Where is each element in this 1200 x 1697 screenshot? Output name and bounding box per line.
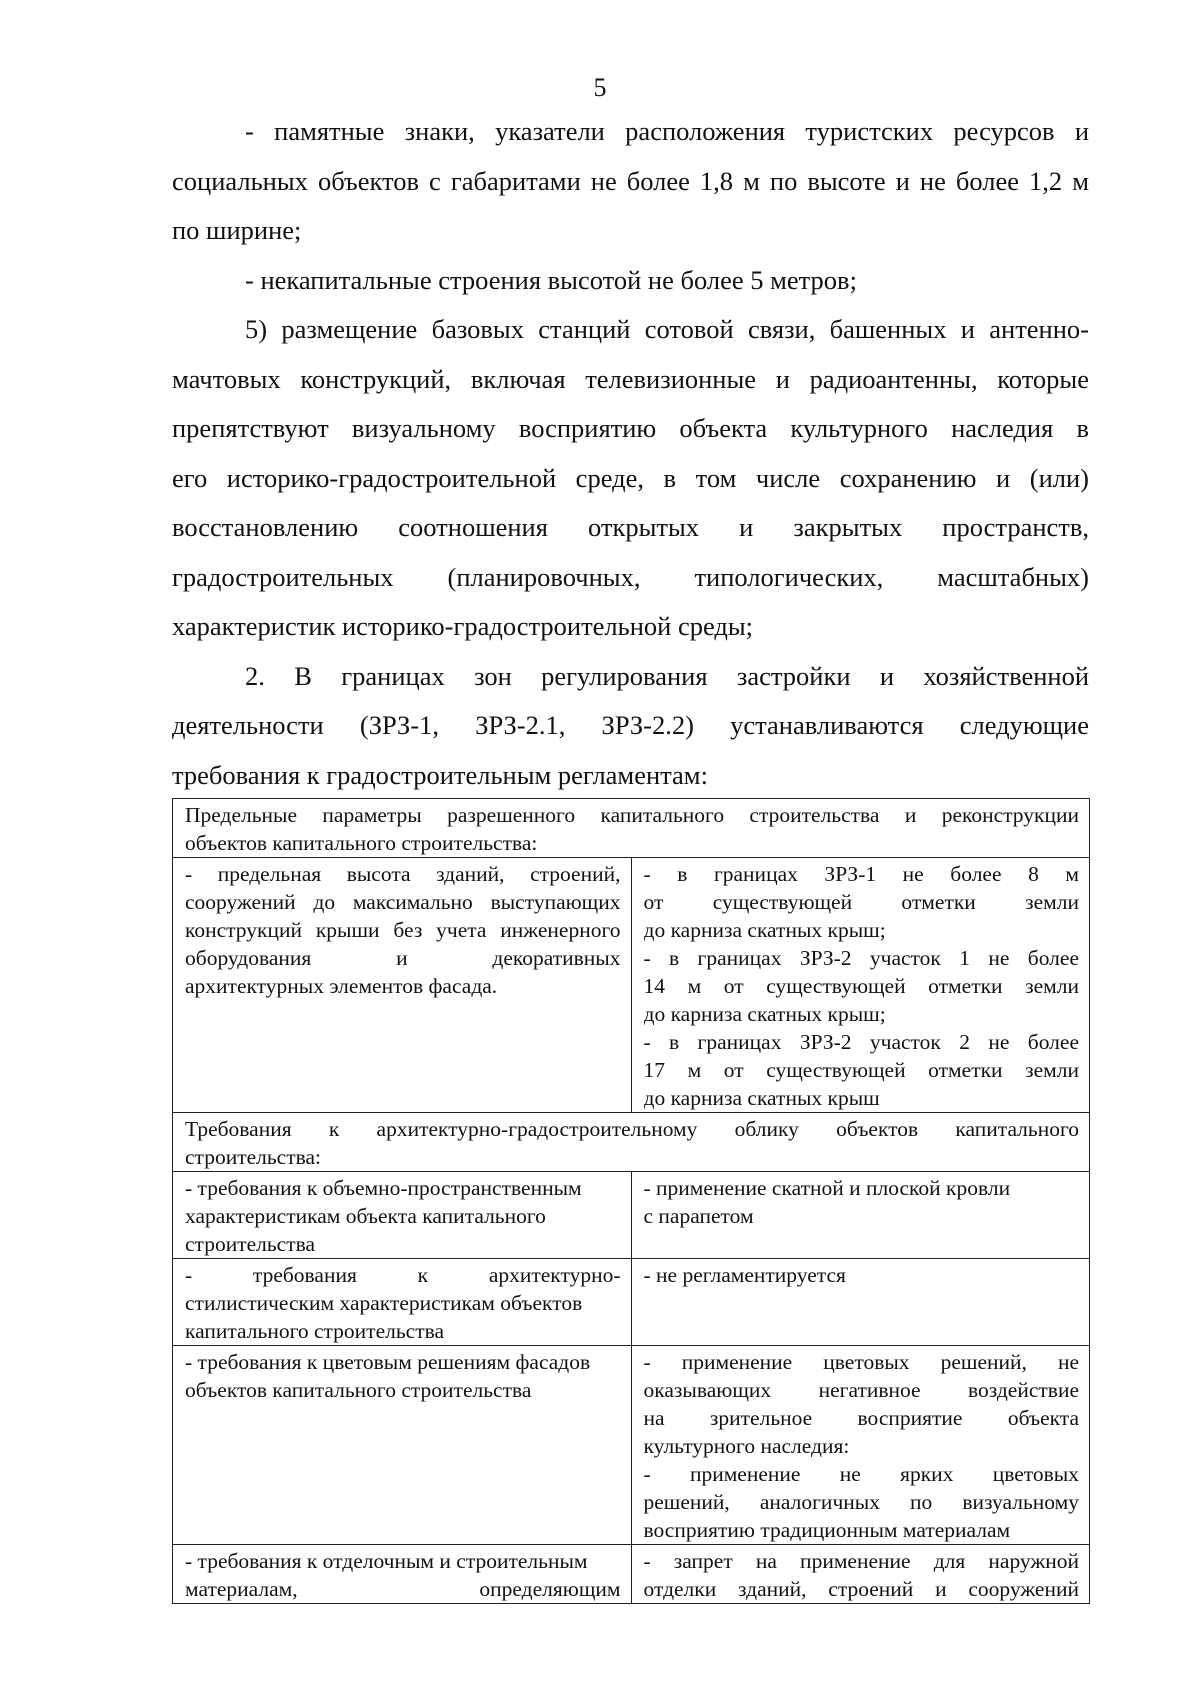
table-line: - в границах ЗРЗ-1 не более 8 м <box>643 862 1079 886</box>
table-line: Предельные параметры разрешенного капитального строительства и реконструкции <box>185 803 1079 827</box>
table-line: на зрительное восприятие объекта <box>643 1406 1079 1430</box>
body-text <box>172 107 1089 800</box>
table-cell-value <box>631 1346 1090 1545</box>
table-section-header <box>173 799 1090 858</box>
table-cell-requirement <box>173 1346 632 1545</box>
paragraph-line: мачтовых конструкций, включая телевизионные и радиоантенны, которые <box>172 363 1089 394</box>
table-line: с парапетом <box>643 1204 754 1228</box>
paragraph-line: его историко-градостроительной среде, в том числе сохранению и (или) <box>172 462 1089 493</box>
table-line: от существующей отметки земли <box>643 890 1079 914</box>
paragraph-line: препятствуют визуальному восприятию объекта культурного наследия в <box>172 413 1089 443</box>
paragraph-line: требования к градостроительным регламентам: <box>172 759 708 790</box>
table-line: объектов капитального строительства <box>185 1378 532 1402</box>
table-line: 17 м от существующей отметки земли <box>643 1058 1079 1082</box>
paragraph-line: по ширине; <box>172 215 302 245</box>
page-number: 5 <box>593 73 607 102</box>
table-line: 14 м от существующей отметки земли <box>643 974 1079 998</box>
table-line: конструкций крыши без учета инженерного <box>185 918 621 942</box>
table-row <box>173 1259 1090 1346</box>
table-line: культурного наследия: <box>643 1434 850 1458</box>
table-section-header <box>173 1113 1090 1172</box>
table-line: - применение цветовых решений, не <box>643 1350 1079 1374</box>
table-cell-requirement <box>173 858 632 1113</box>
table-line: оказывающих негативное воздействие <box>643 1378 1079 1402</box>
table-line: - в границах ЗРЗ-2 участок 1 не более <box>643 946 1079 970</box>
regulations-table <box>172 798 1090 1604</box>
table-line: отделки зданий, строений и сооружений <box>643 1577 1079 1601</box>
table-line: капитального строительства <box>185 1319 445 1343</box>
table-line: - требования к цветовым решениям фасадов <box>185 1350 591 1374</box>
table-section-header-row <box>173 799 1090 858</box>
table-line: строительства <box>185 1232 316 1256</box>
table-line: до карниза скатных крыш <box>643 1086 880 1110</box>
table-cell-value <box>631 1545 1090 1604</box>
table-cell-value <box>631 858 1090 1113</box>
table-line: решений, аналогичных по визуальному <box>643 1490 1079 1514</box>
table-cell-value <box>631 1172 1090 1259</box>
paragraph-line: социальных объектов с габаритами не более 1,8 м по высоте и не более 1,2 м <box>172 165 1089 196</box>
table-line: - не регламентируется <box>643 1263 846 1287</box>
table-line: строительства: <box>185 1145 322 1169</box>
table-line: сооружений до максимально выступающих <box>185 890 621 914</box>
table-line: - запрет на применение для наружной <box>643 1549 1079 1573</box>
table-line: - применение скатной и плоской кровли <box>643 1176 1011 1200</box>
table-line: - предельная высота зданий, строений, <box>185 862 621 886</box>
table-line: материалам, определяющим <box>185 1577 621 1601</box>
table-cell-requirement <box>173 1545 632 1604</box>
table-cell-requirement <box>173 1259 632 1346</box>
paragraph-line: - некапитальные строения высотой не более 5 метров; <box>245 264 857 295</box>
table-row <box>173 1346 1090 1545</box>
table-line: - применение не ярких цветовых <box>643 1462 1079 1486</box>
table-section-header-row <box>173 1113 1090 1172</box>
table-cell-value <box>631 1259 1090 1346</box>
paragraph-line: восстановлению соотношения открытых и закрытых пространств, <box>172 512 1089 542</box>
paragraph-line: характеристик историко-градостроительной среды; <box>172 611 754 641</box>
table-line: оборудования и декоративных <box>185 946 621 970</box>
table-row <box>173 858 1090 1113</box>
paragraph-line: 2. В границах зон регулирования застройки и хозяйственной <box>245 660 1089 691</box>
table-line: Требования к архитектурно-градостроительному облику объектов капитального <box>185 1117 1079 1141</box>
table-line: до карниза скатных крыш; <box>643 1002 886 1026</box>
paragraph-line: - памятные знаки, указатели расположения туристских ресурсов и <box>245 116 1089 146</box>
table-line: восприятию традиционным материалам <box>643 1518 1011 1542</box>
table-line: стилистическим характеристикам объектов <box>185 1291 583 1315</box>
table-line: архитектурных элементов фасада. <box>185 974 498 998</box>
paragraph-line: градостроительных (планировочных, типологических, масштабных) <box>172 561 1089 592</box>
table-line: объектов капитального строительства: <box>185 831 538 855</box>
table-line: - в границах ЗРЗ-2 участок 2 не более <box>643 1030 1079 1054</box>
table-row <box>173 1172 1090 1259</box>
table-cell-requirement <box>173 1172 632 1259</box>
table-line: - требования к архитектурно- <box>185 1263 621 1287</box>
paragraph-line: деятельности (ЗРЗ-1, ЗРЗ-2.1, ЗРЗ-2.2) устанавливаются следующие <box>172 710 1089 740</box>
table-line: - требования к отделочным и строительным <box>185 1549 588 1573</box>
table-line: характеристикам объекта капитального <box>185 1204 546 1228</box>
table-row <box>173 1545 1090 1604</box>
paragraph-line: 5) размещение базовых станций сотовой связи, башенных и антенно- <box>245 314 1089 344</box>
table-line: до карниза скатных крыш; <box>643 918 886 942</box>
table-line: - требования к объемно-пространственным <box>185 1176 582 1200</box>
